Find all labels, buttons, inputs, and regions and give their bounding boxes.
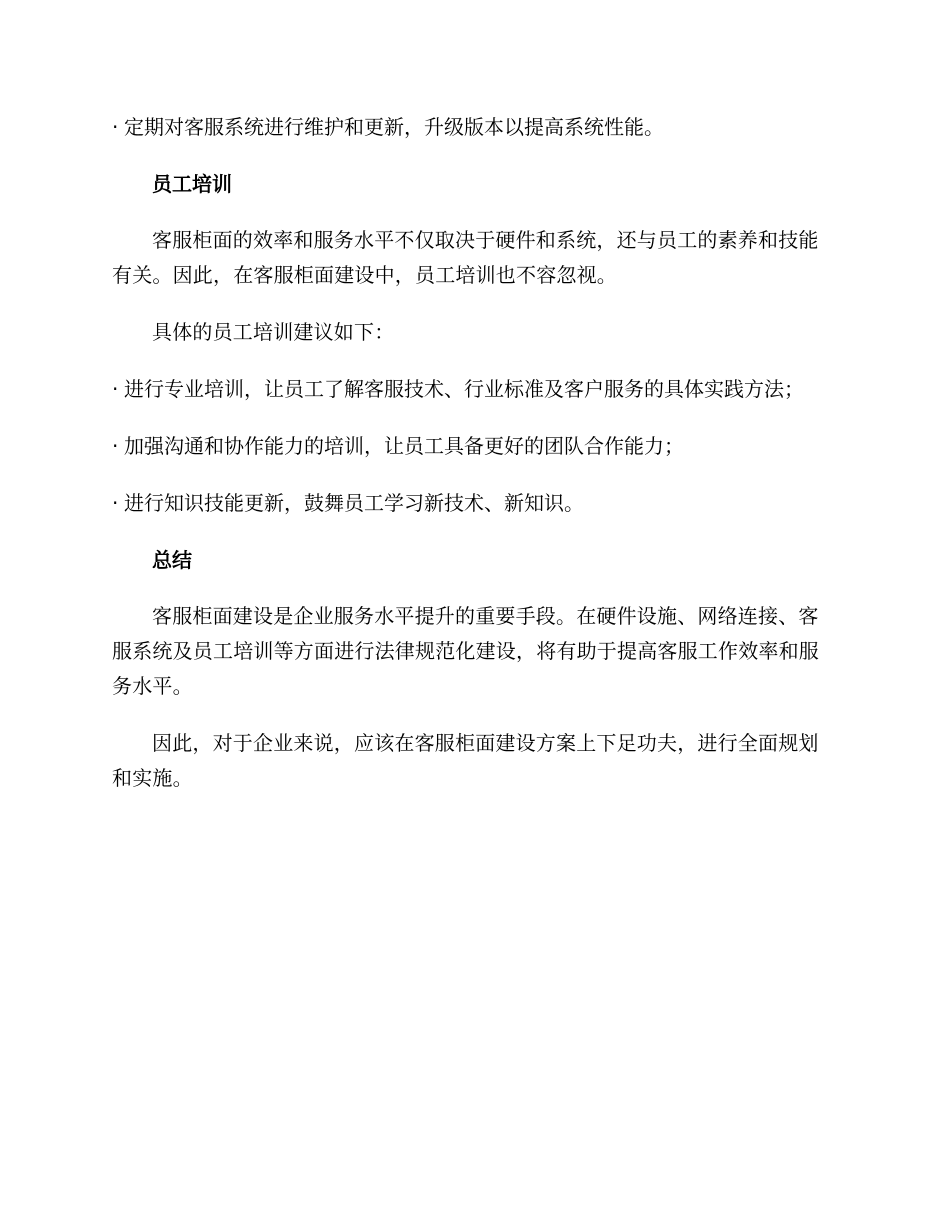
bullet-item-knowledge-update [112, 486, 832, 521]
bullet-text: 加强沟通和协作能力的培训，让员工具备更好的团队合作能力； [124, 434, 684, 458]
bullet-marker: · [112, 115, 119, 139]
bullet-marker: · [112, 434, 119, 458]
bullet-item-communication-training [112, 429, 832, 464]
bullet-item-professional-training [112, 372, 832, 407]
paragraph-conclusion: 因此，对于企业来说，应该在客服柜面建设方案上下足功夫，进行全面规划和实施。 [112, 731, 819, 790]
bullet-marker: · [112, 491, 119, 515]
bullet-text: 进行专业培训，让员工了解客服技术、行业标准及客户服务的具体实践方法； [124, 377, 804, 401]
bullet-item-maintenance [112, 110, 832, 145]
bullet-marker: · [112, 377, 119, 401]
bullet-text: 定期对客服系统进行维护和更新，升级版本以提高系统性能。 [124, 115, 664, 139]
section-heading-training: 员工培训 [152, 172, 232, 196]
paragraph-training-intro: 客服柜面的效率和服务水平不仅取决于硬件和系统，还与员工的素养和技能有关。因此，在客服柜面建设中，员工培训也不容忽视。 [112, 228, 819, 287]
paragraph-training-suggestions: 具体的员工培训建议如下： [152, 320, 395, 344]
bullet-text: 进行知识技能更新，鼓舞员工学习新技术、新知识。 [124, 491, 584, 515]
section-heading-summary: 总结 [152, 548, 192, 572]
paragraph-summary: 客服柜面建设是企业服务水平提升的重要手段。在硬件设施、网络连接、客服系统及员工培训等方面进行法律规范化建设，将有助于提高客服工作效率和服务水平。 [112, 604, 819, 698]
document-body [112, 110, 832, 818]
